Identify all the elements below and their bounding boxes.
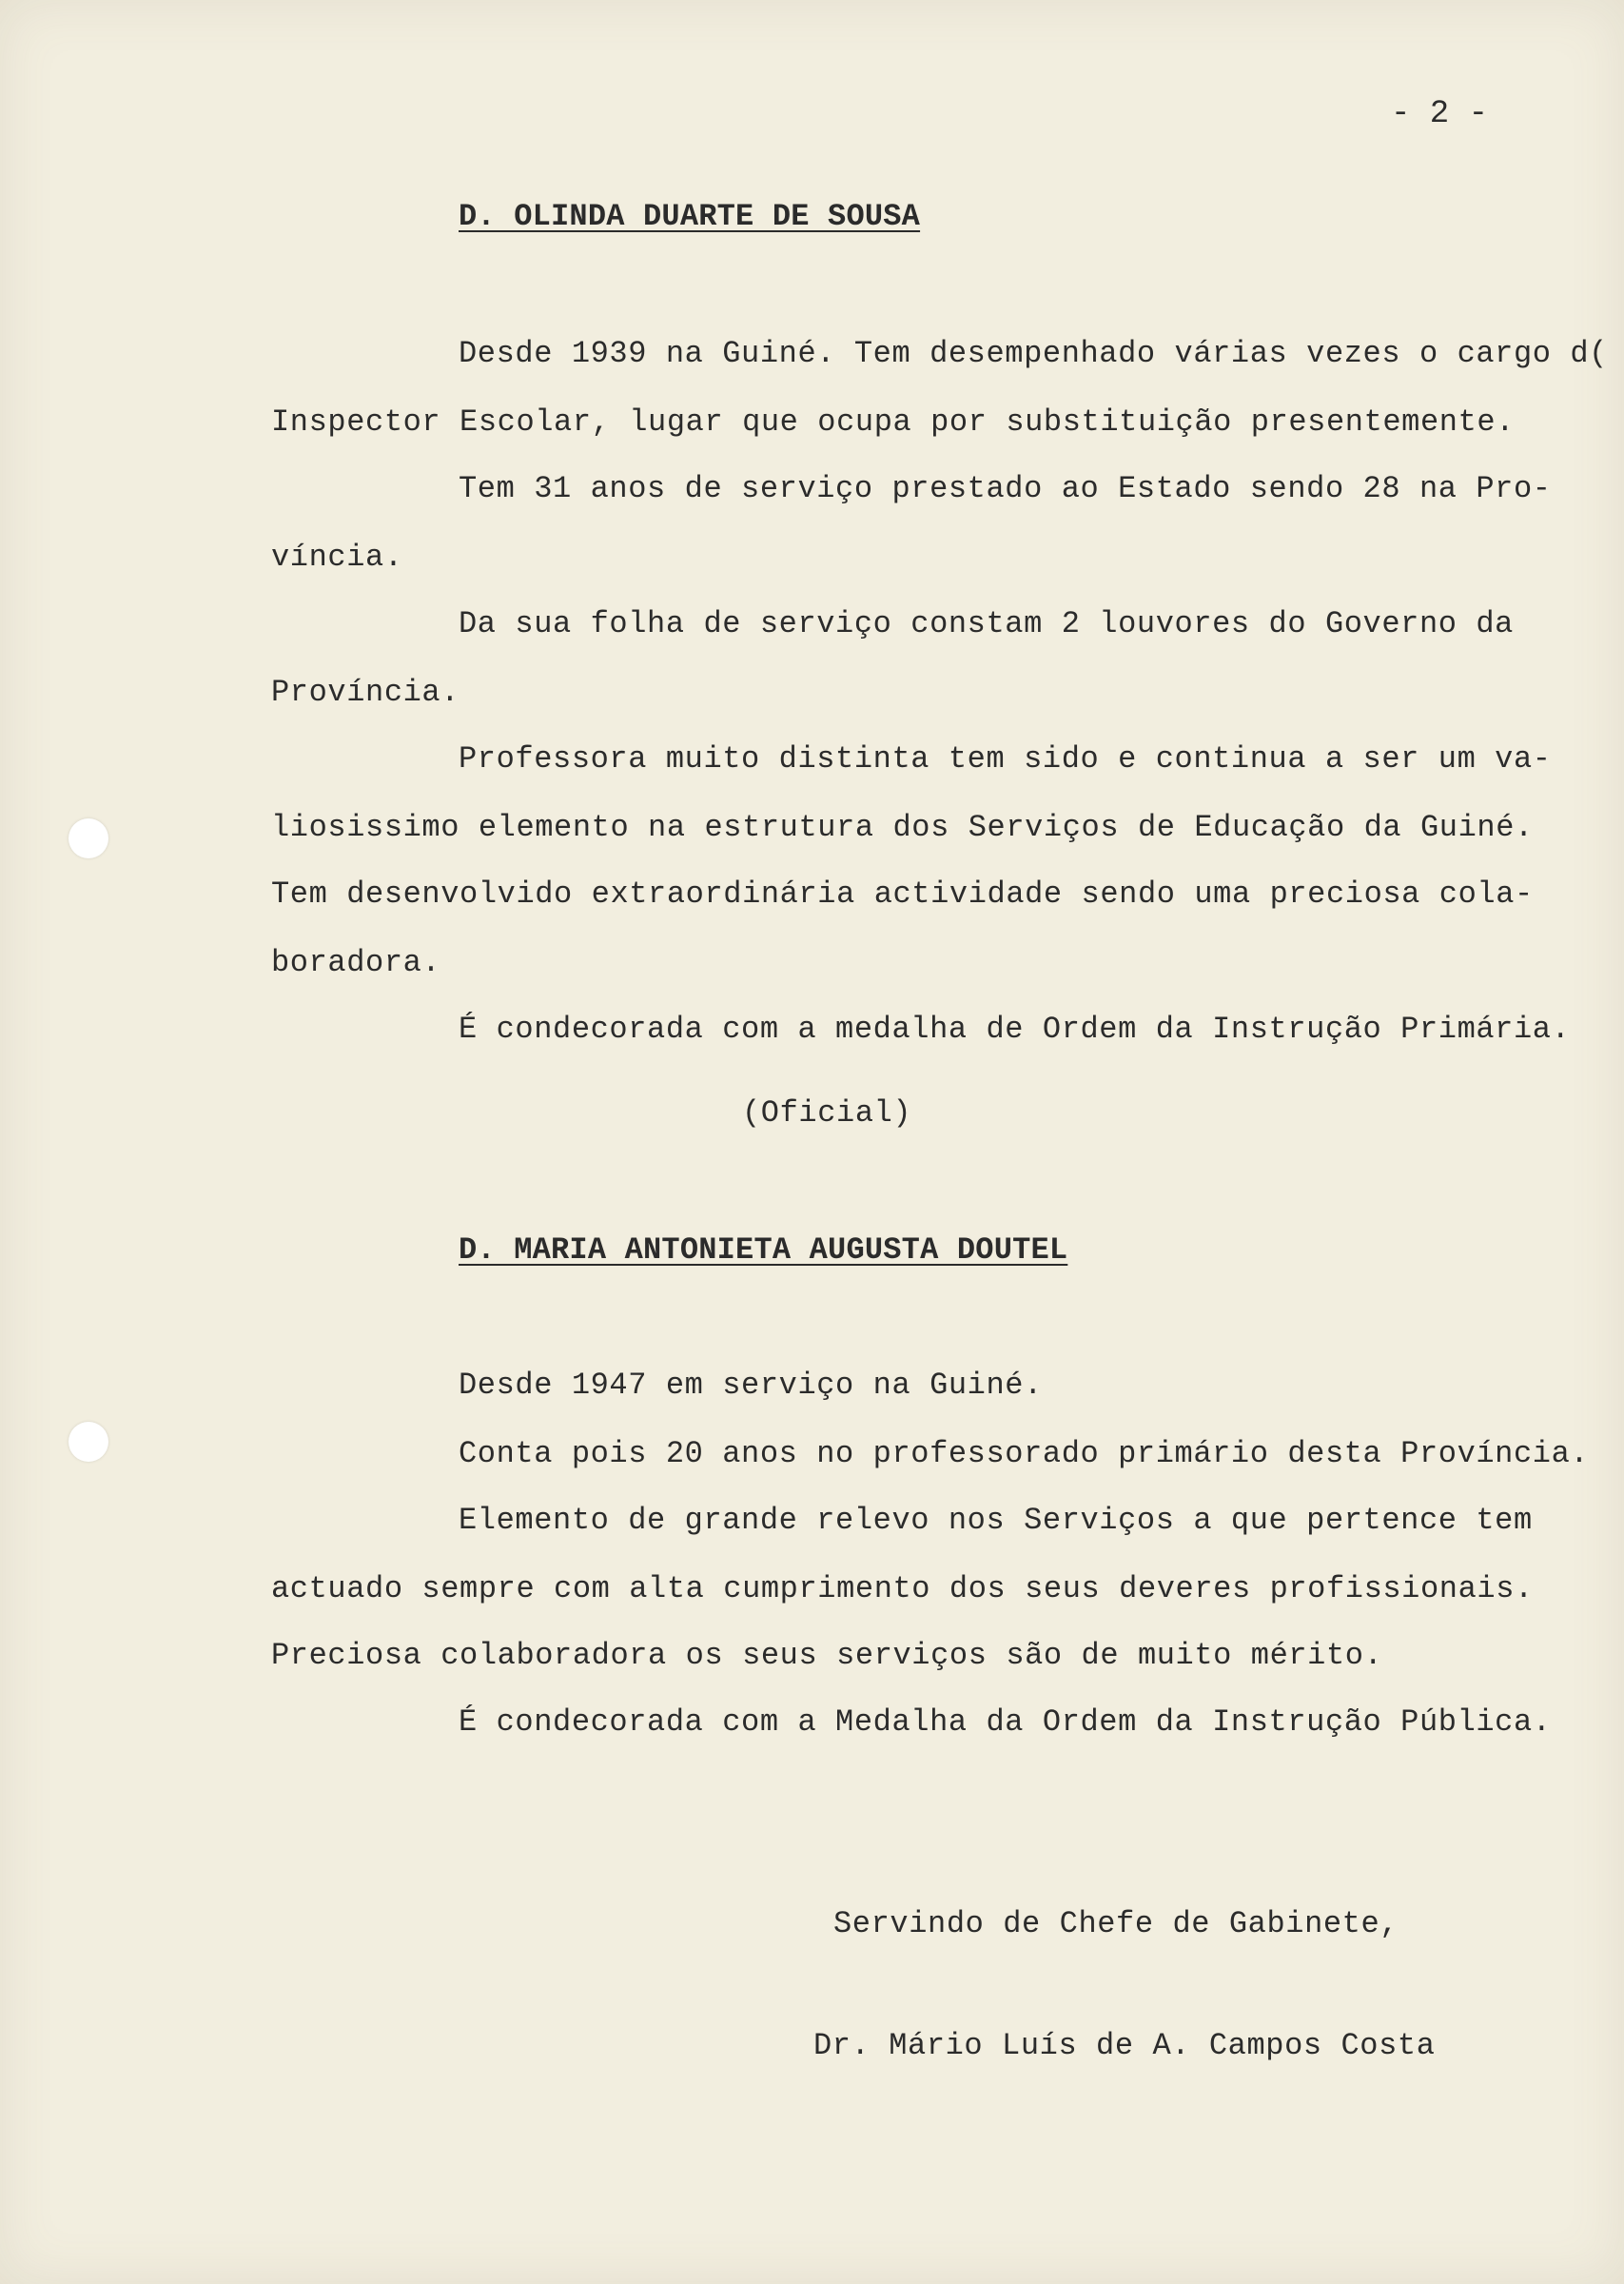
section-2-line-2: Conta pois 20 anos no professorado primário desta Província. [459,1436,1590,1471]
section-1-line-5: Da sua folha de serviço constam 2 louvores do Governo da [459,606,1514,641]
section-1-heading: D. OLINDA DUARTE DE SOUSA [459,199,921,234]
closing-role: Servindo de Chefe de Gabinete, [833,1906,1399,1941]
section-1-line-2: Inspector Escolar, lugar que ocupa por substituição presentemente. [271,404,1516,440]
section-1-line-6: Província. [271,675,460,710]
section-1-line-1: Desde 1939 na Guiné. Tem desempenhado várias vezes o cargo d( [459,336,1608,371]
punch-hole-top [68,818,108,858]
section-1-line-4: víncia. [271,540,403,575]
section-1-grade: (Oficial) [742,1095,912,1131]
section-1-line-9: Tem desenvolvido extraordinária actividade sendo uma preciosa cola- [271,876,1534,912]
page-number: - 2 - [1391,96,1489,132]
signatory-name: Dr. Mário Luís de A. Campos Costa [813,2028,1436,2063]
section-1-line-3: Tem 31 anos de serviço prestado ao Estado sendo 28 na Pro- [459,471,1552,506]
section-2-line-3: Elemento de grande relevo nos Serviços a que pertence tem [459,1503,1533,1538]
section-1-line-10: boradora. [271,945,441,980]
section-2-heading: D. MARIA ANTONIETA AUGUSTA DOUTEL [459,1232,1068,1268]
section-2-line-6: É condecorada com a Medalha da Ordem da Instrução Pública. [459,1704,1552,1740]
section-1-line-11: É condecorada com a medalha de Ordem da Instrução Primária. [459,1012,1571,1047]
section-2-line-4: actuado sempre com alta cumprimento dos seus deveres profissionais. [271,1571,1534,1606]
section-1-line-7: Professora muito distinta tem sido e continua a ser um va- [459,741,1552,777]
punch-hole-bottom [68,1422,108,1462]
section-1-line-8: liosissimo elemento na estrutura dos Serviços de Educação da Guiné. [271,810,1534,845]
section-2-line-5: Preciosa colaboradora os seus serviços são de muito mérito. [271,1638,1383,1673]
section-2-line-1: Desde 1947 em serviço na Guiné. [459,1368,1043,1403]
